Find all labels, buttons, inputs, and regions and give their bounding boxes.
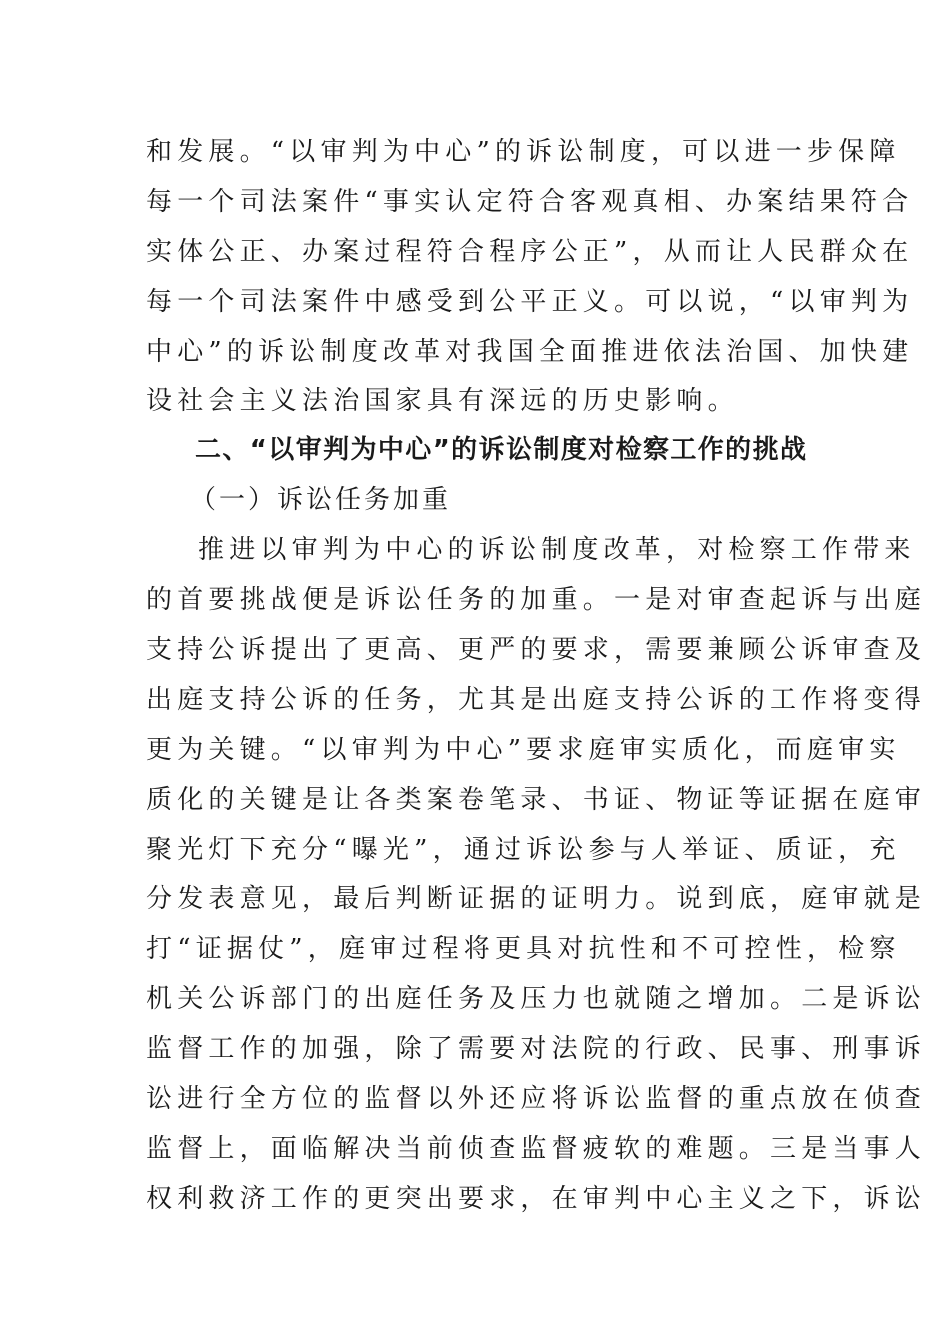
paragraph-line: 推进以审判为中心的诉讼制度改革，对检察工作带来 bbox=[198, 535, 916, 565]
body-text-line: 每一个司法案件中感受到公平正义。可以说，“以审判为 bbox=[146, 287, 914, 317]
paragraph-line: 权利救济工作的更突出要求，在审判中心主义之下，诉讼 bbox=[146, 1184, 927, 1214]
paragraph-line: 的首要挑战便是诉讼任务的加重。一是对审查起诉与出庭 bbox=[146, 585, 927, 615]
paragraph-line: 监督上，面临解决当前侦查监督疲软的难题。三是当事人 bbox=[146, 1134, 927, 1164]
paragraph-line: 机关公诉部门的出庭任务及压力也就随之增加。二是诉讼 bbox=[146, 984, 927, 1014]
section-heading: 二、“以审判为中心”的诉讼制度对检察工作的挑战 bbox=[195, 435, 808, 465]
paragraph-line: 聚光灯下充分“曝光”，通过诉讼参与人举证、质证，充 bbox=[146, 835, 901, 865]
body-text-line: 实体公正、办案过程符合程序公正”，从而让人民群众在 bbox=[146, 237, 914, 267]
paragraph-line: 分发表意见，最后判断证据的证明力。说到底，庭审就是 bbox=[146, 884, 927, 914]
body-text-line: 和发展。“以审判为中心”的诉讼制度，可以进一步保障 bbox=[146, 137, 901, 167]
paragraph-line: 监督工作的加强，除了需要对法院的行政、民事、刑事诉 bbox=[146, 1034, 927, 1064]
paragraph-line: 更为关键。“以审判为中心”要求庭审实质化，而庭审实 bbox=[146, 735, 901, 765]
paragraph-line: 支持公诉提出了更高、更严的要求，需要兼顾公诉审查及 bbox=[146, 635, 927, 665]
paragraph-line: 质化的关键是让各类案卷笔录、书证、物证等证据在庭审 bbox=[146, 785, 927, 815]
subsection-heading: （一）诉讼任务加重 bbox=[190, 485, 452, 515]
body-text-line: 中心”的诉讼制度改革对我国全面推进依法治国、加快建 bbox=[146, 337, 914, 367]
paragraph-line: 出庭支持公诉的任务，尤其是出庭支持公诉的工作将变得 bbox=[146, 685, 927, 715]
paragraph-line: 讼进行全方位的监督以外还应将诉讼监督的重点放在侦查 bbox=[146, 1084, 927, 1114]
paragraph-line: 打“证据仗”，庭审过程将更具对抗性和不可控性，检察 bbox=[146, 934, 901, 964]
body-text-line: 设社会主义法治国家具有深远的历史影响。 bbox=[146, 386, 739, 416]
body-text-line: 每一个司法案件“事实认定符合客观真相、办案结果符合 bbox=[146, 187, 914, 217]
